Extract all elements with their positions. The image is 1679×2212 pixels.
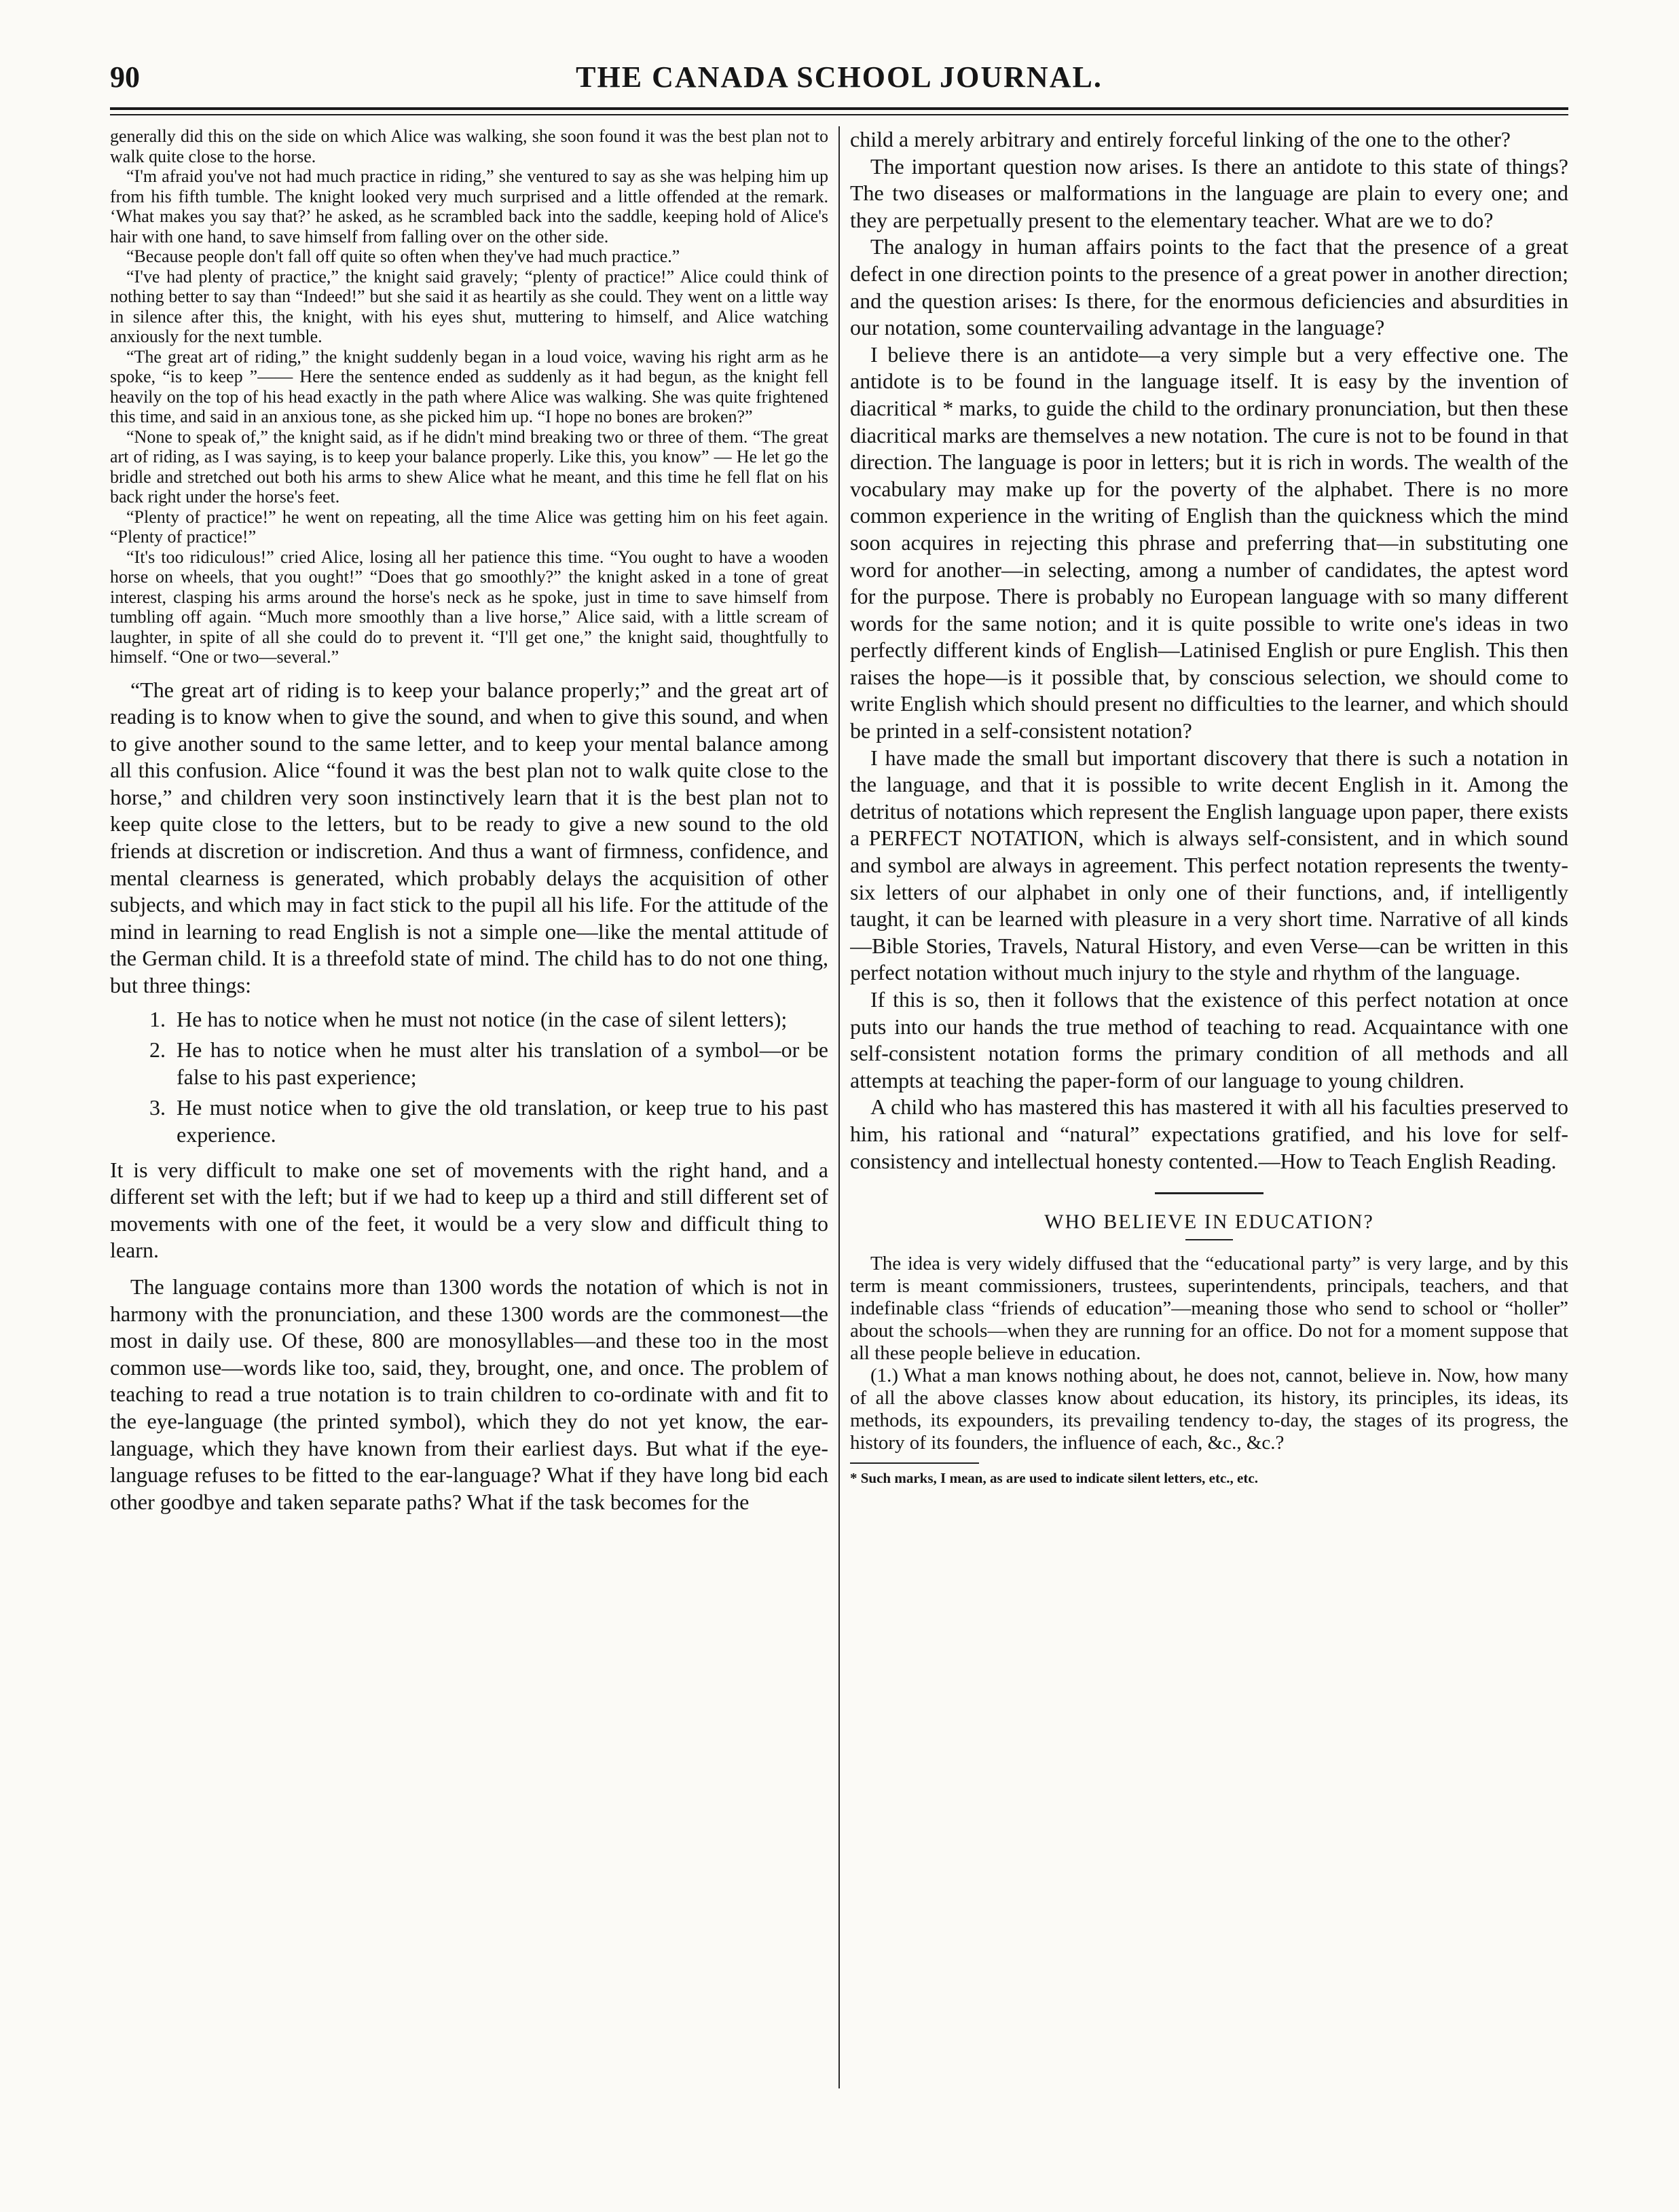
quote-paragraph: “It's too ridiculous!” cried Alice, losing all her patience this time. “You ought to have a wooden horse on wheels, that you ought!” “Does that go smoothly?” the knight asked in a tone of great interest, clasping his arms around the horse's neck as he spoke, just in time to save himself from tumbling off again. “Much more smoothly than a live horse,” Alice said, with a little scream of laughter, in spite of all she could do to prevent it. “I'll get one,” the knight said, thoughtfully to himself. “One or two—several.” bbox=[110, 547, 828, 667]
quote-paragraph: “I've had plenty of practice,” the knight said gravely; “plenty of practice!” Alice could think of nothing better to say than “Indeed!” but she said it as heartily as she could. They went on a little way in silence after this, the knight, with his eyes shut, muttering to himself, and Alice watching anxiously for the next tumble. bbox=[110, 266, 828, 346]
footnote-rule bbox=[850, 1462, 979, 1464]
body-paragraph: If this is so, then it follows that the existence of this perfect notation at once puts into our hands the true method of teaching to read. Acquaintance with one self-consistent notation forms the primary condition of all methods and all attempts at teaching the paper-form of our language to young children. bbox=[850, 987, 1568, 1092]
body-paragraph: The language contains more than 1300 words the notation of which is not in harmony with the pronunciation, and these 1300 words are the commonest—the most in daily use. Of these, 800 are monosyllables—and these too in the most common use—words like too, said, they, brought, one, and once. The problem of teaching to read a true notation is to train children to co-ordinate with and fit to the eye-language (the printed symbol), which they do not yet know, the ear-language, which they have known from their earliest days. But what if the eye-language refuses to be fitted to the ear-language? What if they have long bid each other goodbye and taken separate paths? What if the task becomes for the bbox=[110, 1274, 828, 1514]
quote-paragraph: “None to speak of,” the knight said, as if he didn't mind breaking two or three of them. “The great art of riding, as I was saying, is to keep your balance properly. Like this, you know” — He let go the bridle and stretched out both his arms to shew Alice what he meant, and this time he fell flat on his back right under the horse's feet. bbox=[110, 426, 828, 506]
header-rule-thin bbox=[110, 114, 1568, 115]
footnote: * Such marks, I mean, as are used to indicate silent letters, etc., etc. bbox=[850, 1470, 1258, 1487]
body-paragraph: I believe there is an antidote—a very simple but a very effective one. The antidote is to be found in the language itself. It is easy by the invention of diacritical * marks, to guide the child to the ordinary pronunciation, but then these diacritical marks are themselves a new notation. The cure is not to be found in that direction. The language is poor in letters; but it is rich in words. The wealth of the vocabulary may make up for the poverty of the alphabet. There is no more common experience in the writing of English than the quickness which the mind soon acquires in rejecting this phrase and preferring that—in substituting one word for another—in selecting, among a number of candidates, the aptest word for the purpose. There is probably no European language with so many different words for the same notion; and it is quite possible to write one's ideas in two perfectly different kinds of English—Latinised English or pure English. This then raises the hope—is it possible that, by conscious selection, we should come to write English which should present no difficulties to the learner, and which should be printed in a self-consistent notation? bbox=[850, 342, 1568, 743]
body-paragraph: The analogy in human affairs points to the fact that the presence of a great defect in one direction points to the presence of a great power in another direction; and the question arises: Is there, for the enormous deficiencies and absurdities in our notation, some countervailing advantage in the language? bbox=[850, 234, 1568, 340]
section-heading: WHO BELIEVE IN EDUCATION? bbox=[1044, 1211, 1374, 1234]
quote-paragraph: “The great art of riding,” the knight suddenly began in a loud voice, waving his right arm as he spoke, “is to keep ”—— Here the sentence ended as suddenly as it had begun, as the knight fell heavily on the top of his head exactly in the path where Alice was walking. She was quite frightened this time, and said in an anxious tone, as she picked him up. “I hope no bones are broken?” bbox=[110, 346, 828, 426]
list-item: 3. He must notice when to give the old translation, or keep true to his past experience. bbox=[171, 1094, 828, 1148]
quote-paragraph: generally did this on the side on which Alice was walking, she soon found it was the best plan not to walk quite close to the horse. bbox=[110, 126, 828, 166]
list-item: 1. He has to notice when he must not notice (in the case of silent letters); bbox=[171, 1006, 828, 1033]
article-body bbox=[110, 677, 828, 1516]
section-body bbox=[850, 1253, 1568, 1454]
list-item: 2. He has to notice when he must alter his translation of a symbol—or be false to his past experience; bbox=[171, 1037, 828, 1090]
section-paragraph: (1.) What a man knows nothing about, he does not, cannot, believe in. Now, how many of all the above classes know about education, its history, its principles, its ideas, its methods, its expounders, its prevailing tendency to-day, the stages of its progress, the history of its founders, the influence of each, &c., &c.? bbox=[850, 1365, 1568, 1454]
body-paragraph: I have made the small but important discovery that there is such a notation in the language, and that it is possible to write decent English in it. Among the detritus of notations which represent the English language upon paper, there exists a PERFECT NOTATION, which is always self-consistent, and in which sound and symbol are always in agreement. This perfect notation represents the twenty-six letters of our alphabet in only one of their functions, and, if intelligently taught, it can be learned with pleasure in a very short time. Narrative of all kinds—Bible Stories, Travels, Natural History, and even Verse—can be written in this perfect notation without much injury to the style and rhythm of the language. bbox=[850, 745, 1568, 985]
page-number: 90 bbox=[110, 60, 140, 94]
left-column bbox=[110, 126, 828, 2112]
article-body-continued bbox=[850, 126, 1568, 1175]
body-paragraph: “The great art of riding is to keep your balance properly;” and the great art of reading is to know when to give the sound, and when to give this sound, and when to give another sound to the same letter, and to keep your mental balance among all this confusion. Alice “found it was the best plan not to walk quite close to the horse,” and children very soon instinctively learn that it is the best plan not to keep quite close to the letters, but to be ready to give a new sound to the old friends at discretion or indiscretion. And thus a want of firmness, confidence, and mental clearness is generated, which probably delays the acquisition of other subjects, and which may in fact stick to the pupil all his life. For the attitude of the mind in learning to read English is not a simple one—like the mental attitude of the German child. It is a threefold state of mind. The child has to do not one thing, but three things: bbox=[110, 677, 828, 998]
journal-title: THE CANADA SCHOOL JOURNAL. bbox=[576, 60, 1103, 94]
body-paragraph: A child who has mastered this has mastered it with all his faculties preserved to him, his rational and “natural” expectations gratified, and his love for self-consistency and intellectual honesty contented.—How to Teach English Reading. bbox=[850, 1094, 1568, 1173]
quote-paragraph: “I'm afraid you've not had much practice in riding,” she ventured to say as she was helping him up from his fifth tumble. The knight looked very much surprised and a little offended at the remark. ‘What makes you say that?’ he asked, as he scrambled back into the saddle, keeping hold of Alice's hair with one hand, to save himself from falling over on the other side. bbox=[110, 166, 828, 246]
section-divider bbox=[1155, 1192, 1263, 1194]
body-paragraph: The important question now arises. Is there an antidote to this state of things? The two diseases or malformations in the language are plain to every one; and they are perpetually present to the elementary teacher. What are we to do? bbox=[850, 153, 1568, 232]
quote-paragraph: “Plenty of practice!” he went on repeating, all the time Alice was getting him on his feet again. “Plenty of practice!” bbox=[110, 506, 828, 547]
alice-quotation bbox=[110, 126, 828, 667]
body-paragraph: child a merely arbitrary and entirely forceful linking of the one to the other? bbox=[850, 127, 1511, 151]
heading-underline bbox=[1185, 1239, 1233, 1240]
column-divider bbox=[838, 126, 840, 2088]
threefold-list bbox=[110, 1006, 828, 1149]
page-header bbox=[110, 60, 1568, 107]
quote-paragraph: “Because people don't fall off quite so often when they've had much practice.” bbox=[126, 246, 680, 266]
body-paragraph: It is very difficult to make one set of movements with the right hand, and a different set with the left; but if we had to keep up a third and still different set of movements with one of the feet, it would be a very slow and difficult thing to learn. bbox=[110, 1157, 828, 1263]
right-column bbox=[850, 126, 1568, 2112]
section-paragraph: The idea is very widely diffused that the “educational party” is very large, and by this term is meant commissioners, trustees, superintendents, principals, teachers, and that indefinable class “friends of education”—meaning those who send to school or “holler” about the schools—when they are running for an office. Do not for a moment suppose that all these people believe in education. bbox=[850, 1253, 1568, 1365]
header-rule-thick bbox=[110, 107, 1568, 110]
